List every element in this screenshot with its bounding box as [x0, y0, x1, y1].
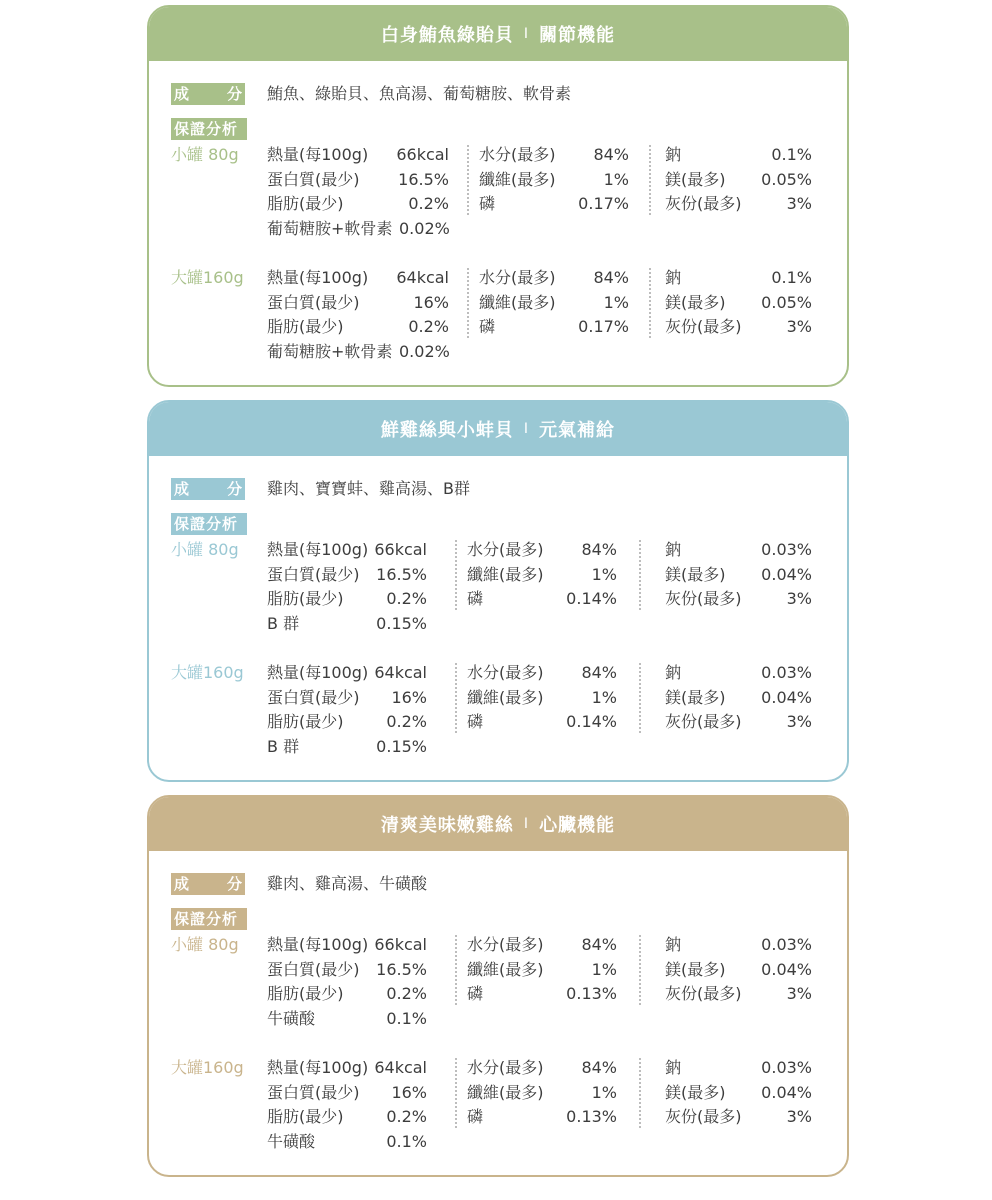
ingredients-tag-char: 分	[226, 480, 242, 498]
nutrient-value: 0.13%	[566, 984, 617, 1003]
column-divider	[649, 268, 651, 338]
column-divider	[639, 663, 641, 733]
nutrient-name: 磷	[479, 317, 496, 336]
ingredients-text: 雞肉、雞高湯、牛磺酸	[267, 874, 428, 893]
nutrient-row	[267, 538, 427, 563]
nutrient-row-extra	[267, 340, 449, 365]
nutrient-name: 纖維(最多)	[479, 292, 556, 312]
nutrient-value: 0.05%	[761, 169, 812, 189]
nutrient-name: 纖維(最多)	[467, 564, 544, 584]
ingredients-tag	[171, 873, 245, 895]
size-label: 小罐 80g	[171, 145, 239, 164]
nutrient-name: 鈉	[665, 540, 682, 559]
nutrient-name: 熱量(每100g)	[267, 1058, 369, 1077]
nutrient-name: 水分(最多)	[467, 540, 544, 559]
nutrient-row	[665, 563, 812, 588]
nutrient-value: 0.14%	[566, 712, 617, 731]
nutrient-value: 0.2%	[408, 317, 449, 336]
nutrient-name: 灰份(最多)	[665, 712, 742, 731]
product-card	[147, 400, 849, 782]
nutrient-value: 3%	[786, 712, 812, 731]
nutrient-name: 脂肪(最少)	[267, 589, 344, 608]
nutrient-name: 蛋白質(最少)	[267, 1082, 360, 1102]
nutrient-value: 1%	[591, 564, 617, 584]
nutrient-value: 0.1%	[771, 268, 812, 287]
nutrient-value: 3%	[786, 984, 812, 1003]
nutrient-value: 1%	[603, 292, 629, 312]
nutrient-value: 0.04%	[761, 1082, 812, 1102]
nutrient-row	[267, 315, 449, 340]
nutrient-name: 鈉	[665, 145, 682, 164]
nutrient-value: 0.2%	[386, 712, 427, 731]
column-divider	[649, 145, 651, 215]
nutrient-value: 1%	[591, 687, 617, 707]
nutrient-value: 3%	[786, 589, 812, 608]
nutrient-row	[467, 1056, 617, 1081]
nutrient-name: 纖維(最多)	[467, 687, 544, 707]
column-divider	[639, 1058, 641, 1128]
nutrient-row	[467, 710, 617, 735]
nutrient-name: 牛磺酸	[267, 1008, 316, 1028]
nutrient-row	[479, 291, 629, 316]
nutrient-name: 脂肪(最少)	[267, 712, 344, 731]
nutrient-name: 鎂(最多)	[665, 1082, 726, 1102]
nutrient-value: 1%	[591, 959, 617, 979]
nutrient-row	[467, 563, 617, 588]
nutrient-name: 鈉	[665, 1058, 682, 1077]
nutrient-value: 0.03%	[761, 663, 812, 682]
nutrient-row	[467, 661, 617, 686]
nutrient-row	[665, 291, 812, 316]
nutrient-value: 0.17%	[578, 317, 629, 336]
nutrient-row	[267, 1081, 427, 1106]
nutrient-name: 纖維(最多)	[479, 169, 556, 189]
card-title-main: 白身鮪魚綠貽貝	[380, 25, 514, 46]
nutrient-row	[479, 192, 629, 217]
nutrient-value: 66kcal	[374, 935, 427, 954]
nutrient-name: B 群	[267, 613, 300, 633]
guaranteed-analysis-tag: 保證分析	[171, 908, 247, 930]
nutrient-value: 0.04%	[761, 687, 812, 707]
nutrient-name: 熱量(每100g)	[267, 268, 369, 287]
nutrient-row	[267, 661, 427, 686]
column-divider	[467, 145, 469, 215]
nutrient-name: 灰份(最多)	[665, 984, 742, 1003]
nutrient-name: 熱量(每100g)	[267, 935, 369, 954]
nutrient-row	[665, 587, 812, 612]
nutrient-name: 鎂(最多)	[665, 687, 726, 707]
nutrient-value: 66kcal	[374, 540, 427, 559]
nutrient-value: 1%	[591, 1082, 617, 1102]
nutrient-name: 灰份(最多)	[665, 589, 742, 608]
nutrient-value: 0.2%	[408, 194, 449, 213]
nutrient-row	[665, 143, 812, 168]
nutrient-row	[467, 686, 617, 711]
nutrient-name: 熱量(每100g)	[267, 663, 369, 682]
nutrient-name: 磷	[479, 194, 496, 213]
nutrient-name: 蛋白質(最少)	[267, 687, 360, 707]
nutrient-value: 0.03%	[761, 540, 812, 559]
nutrient-name: 鈉	[665, 663, 682, 682]
nutrient-row	[467, 1105, 617, 1130]
nutrient-name: 灰份(最多)	[665, 317, 742, 336]
size-label: 大罐160g	[171, 663, 244, 682]
nutrient-row	[665, 1056, 812, 1081]
nutrient-name: 蛋白質(最少)	[267, 169, 360, 189]
nutrient-name: 磷	[467, 1107, 484, 1126]
nutrient-value: 16%	[391, 1082, 427, 1102]
card-title-separator: I	[523, 421, 530, 437]
nutrient-value: 3%	[786, 317, 812, 336]
nutrient-row	[267, 686, 427, 711]
column-divider	[455, 935, 457, 1005]
nutrient-name: 熱量(每100g)	[267, 540, 369, 559]
nutrient-name: 磷	[467, 712, 484, 731]
nutrient-row	[665, 1105, 812, 1130]
card-title-separator: I	[523, 816, 530, 832]
nutrient-row	[267, 291, 449, 316]
nutrient-value: 0.2%	[386, 589, 427, 608]
ingredients-tag-char: 分	[226, 875, 242, 893]
column-divider	[467, 268, 469, 338]
nutrient-name: 脂肪(最少)	[267, 317, 344, 336]
nutrient-value: 0.1%	[386, 1131, 427, 1151]
ingredients-tag	[171, 83, 245, 105]
nutrient-row	[665, 192, 812, 217]
nutrient-row	[665, 686, 812, 711]
guaranteed-analysis-tag: 保證分析	[171, 513, 247, 535]
nutrient-value: 66kcal	[396, 145, 449, 164]
nutrient-row	[665, 958, 812, 983]
nutrient-row-extra	[267, 612, 427, 637]
nutrient-value: 0.02%	[399, 341, 450, 361]
nutrient-row	[267, 143, 449, 168]
nutrient-value: 84%	[593, 268, 629, 287]
nutrient-value: 64kcal	[396, 268, 449, 287]
nutrient-row	[665, 538, 812, 563]
card-title-sub: 元氣補給	[539, 420, 616, 441]
guaranteed-analysis-tag: 保證分析	[171, 118, 247, 140]
nutrient-value: 0.04%	[761, 959, 812, 979]
nutrient-value: 0.15%	[376, 613, 427, 633]
nutrient-value: 64kcal	[374, 663, 427, 682]
nutrient-name: 水分(最多)	[479, 268, 556, 287]
nutrient-value: 84%	[581, 1058, 617, 1077]
nutrient-name: 鎂(最多)	[665, 292, 726, 312]
nutrient-name: 水分(最多)	[467, 663, 544, 682]
nutrient-name: 葡萄糖胺+軟骨素	[267, 218, 393, 238]
ingredients-tag-char: 成	[174, 875, 190, 893]
nutrient-value: 0.2%	[386, 1107, 427, 1126]
nutrient-value: 3%	[786, 1107, 812, 1126]
nutrient-name: 鈉	[665, 268, 682, 287]
nutrient-name: 蛋白質(最少)	[267, 292, 360, 312]
nutrient-value: 0.13%	[566, 1107, 617, 1126]
nutrient-name: 脂肪(最少)	[267, 984, 344, 1003]
column-divider	[455, 540, 457, 610]
nutrient-value: 64kcal	[374, 1058, 427, 1077]
nutrient-row	[467, 982, 617, 1007]
nutrient-row	[479, 266, 629, 291]
size-label: 小罐 80g	[171, 540, 239, 559]
size-label: 大罐160g	[171, 1058, 244, 1077]
nutrient-row	[267, 192, 449, 217]
ingredients-tag	[171, 478, 245, 500]
size-label: 大罐160g	[171, 268, 244, 287]
nutrient-value: 16%	[391, 687, 427, 707]
card-title-main: 鮮雞絲與小蚌貝	[380, 420, 514, 441]
nutrient-row	[665, 982, 812, 1007]
nutrient-row	[479, 168, 629, 193]
nutrient-name: 磷	[467, 589, 484, 608]
nutrient-value: 84%	[581, 663, 617, 682]
ingredients-text: 鮪魚、綠貽貝、魚高湯、葡萄糖胺、軟骨素	[267, 84, 572, 103]
nutrient-row	[267, 982, 427, 1007]
card-title-main: 清爽美味嫩雞絲	[380, 815, 514, 836]
nutrient-value: 16.5%	[376, 959, 427, 979]
column-divider	[455, 1058, 457, 1128]
nutrient-value: 0.2%	[386, 984, 427, 1003]
column-divider	[639, 935, 641, 1005]
ingredients-tag-char: 成	[174, 85, 190, 103]
nutrient-row	[267, 933, 427, 958]
nutrient-name: 牛磺酸	[267, 1131, 316, 1151]
nutrient-row	[665, 710, 812, 735]
card-title-sub: 心臟機能	[539, 815, 616, 836]
nutrient-name: 鎂(最多)	[665, 169, 726, 189]
column-divider	[455, 663, 457, 733]
nutrient-value: 0.05%	[761, 292, 812, 312]
nutrient-row-extra	[267, 1007, 427, 1032]
nutrient-row	[665, 933, 812, 958]
ingredients-text: 雞肉、寶寶蚌、雞高湯、B群	[267, 479, 470, 498]
nutrient-row-extra	[267, 1130, 427, 1155]
ingredients-tag-char: 成	[174, 480, 190, 498]
nutrient-name: 脂肪(最少)	[267, 194, 344, 213]
nutrient-value: 16.5%	[376, 564, 427, 584]
nutrient-value: 0.03%	[761, 935, 812, 954]
nutrient-name: B 群	[267, 736, 300, 756]
nutrient-value: 0.14%	[566, 589, 617, 608]
nutrient-name: 脂肪(最少)	[267, 1107, 344, 1126]
nutrient-row-extra	[267, 735, 427, 760]
nutrient-row	[665, 266, 812, 291]
nutrient-row	[467, 958, 617, 983]
nutrient-row	[267, 266, 449, 291]
nutrient-value: 0.02%	[399, 218, 450, 238]
nutrient-value: 0.1%	[386, 1008, 427, 1028]
nutrient-name: 鈉	[665, 935, 682, 954]
nutrient-name: 水分(最多)	[479, 145, 556, 164]
nutrient-row	[267, 587, 427, 612]
nutrient-row	[479, 315, 629, 340]
nutrient-name: 鎂(最多)	[665, 959, 726, 979]
nutrient-value: 0.17%	[578, 194, 629, 213]
ingredients-tag-char: 分	[226, 85, 242, 103]
nutrient-row	[479, 143, 629, 168]
nutrient-row	[665, 1081, 812, 1106]
nutrient-name: 水分(最多)	[467, 935, 544, 954]
nutrient-name: 蛋白質(最少)	[267, 564, 360, 584]
nutrient-row	[467, 538, 617, 563]
nutrient-row-extra	[267, 217, 449, 242]
nutrient-name: 熱量(每100g)	[267, 145, 369, 164]
nutrient-value: 0.15%	[376, 736, 427, 756]
nutrient-row	[267, 563, 427, 588]
nutrient-name: 葡萄糖胺+軟骨素	[267, 341, 393, 361]
nutrient-row	[665, 168, 812, 193]
nutrient-value: 3%	[786, 194, 812, 213]
product-card	[147, 5, 849, 387]
nutrient-value: 1%	[603, 169, 629, 189]
nutrient-name: 鎂(最多)	[665, 564, 726, 584]
card-title-sub: 關節機能	[539, 25, 616, 46]
nutrient-row	[665, 315, 812, 340]
size-label: 小罐 80g	[171, 935, 239, 954]
column-divider	[639, 540, 641, 610]
nutrient-row	[267, 710, 427, 735]
nutrient-row	[267, 168, 449, 193]
nutrient-value: 84%	[593, 145, 629, 164]
nutrient-value: 0.1%	[771, 145, 812, 164]
nutrient-value: 16%	[413, 292, 449, 312]
nutrient-row	[267, 958, 427, 983]
card-title	[149, 797, 847, 851]
card-body	[149, 456, 847, 780]
nutrient-value: 84%	[581, 540, 617, 559]
nutrient-row	[267, 1105, 427, 1130]
nutrient-name: 灰份(最多)	[665, 194, 742, 213]
nutrient-name: 蛋白質(最少)	[267, 959, 360, 979]
nutrient-name: 纖維(最多)	[467, 1082, 544, 1102]
nutrient-value: 0.03%	[761, 1058, 812, 1077]
nutrient-row	[267, 1056, 427, 1081]
card-body	[149, 61, 847, 385]
nutrient-name: 灰份(最多)	[665, 1107, 742, 1126]
nutrient-row	[467, 1081, 617, 1106]
card-title	[149, 402, 847, 456]
nutrient-row	[467, 933, 617, 958]
card-title-separator: I	[523, 26, 530, 42]
nutrient-value: 16.5%	[398, 169, 449, 189]
card-title	[149, 7, 847, 61]
nutrient-row	[665, 661, 812, 686]
product-card	[147, 795, 849, 1177]
nutrient-row	[467, 587, 617, 612]
card-body	[149, 851, 847, 1175]
nutrient-name: 纖維(最多)	[467, 959, 544, 979]
nutrient-value: 0.04%	[761, 564, 812, 584]
nutrient-name: 水分(最多)	[467, 1058, 544, 1077]
nutrient-name: 磷	[467, 984, 484, 1003]
nutrient-value: 84%	[581, 935, 617, 954]
